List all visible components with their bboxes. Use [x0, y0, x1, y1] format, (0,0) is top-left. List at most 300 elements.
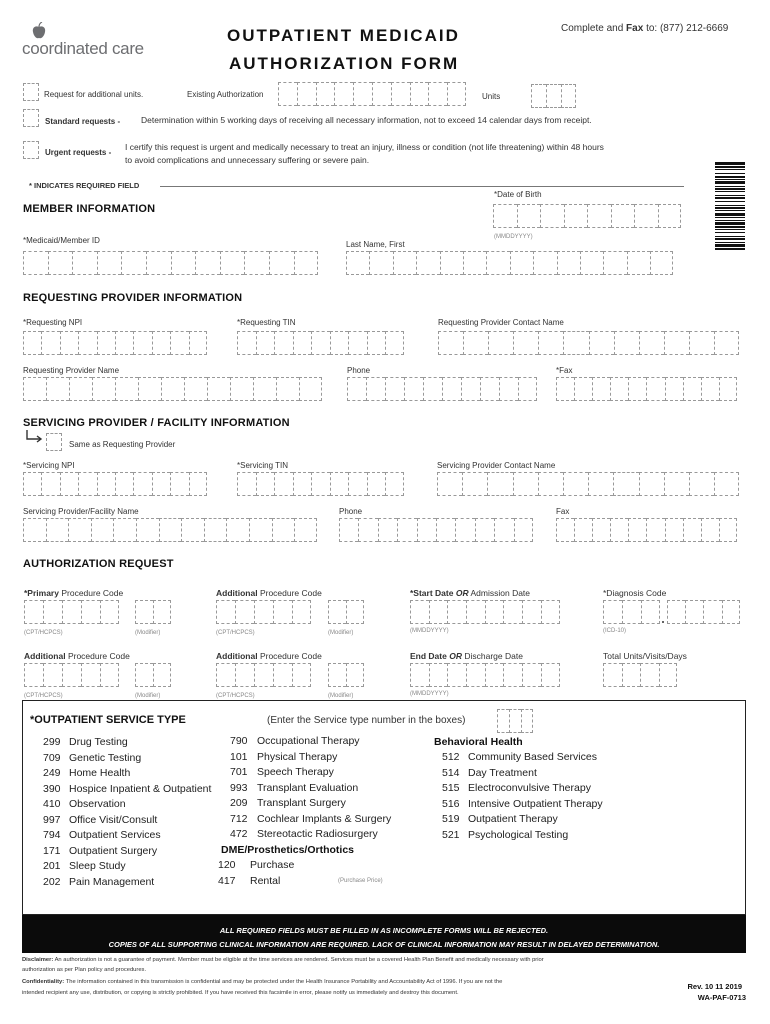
input-box-cell[interactable]: [23, 518, 46, 542]
input-box-cell[interactable]: [294, 251, 319, 275]
input-box-cell[interactable]: [292, 600, 311, 624]
input-box-cell[interactable]: [719, 377, 737, 401]
procedure-code-text-1: Procedure Code: [259, 588, 322, 598]
service-code: 120: [218, 859, 236, 871]
input-box-cell[interactable]: [220, 251, 245, 275]
input-box-cell[interactable]: [235, 600, 254, 624]
input-box-cell[interactable]: [610, 377, 628, 401]
service-name: Intensive Outpatient Therapy: [468, 797, 603, 810]
input-box-cell[interactable]: [622, 663, 641, 687]
input-box-cell[interactable]: [311, 331, 330, 355]
input-box-cell[interactable]: [138, 377, 161, 401]
input-box-cell[interactable]: [170, 472, 188, 496]
input-box-cell[interactable]: [664, 472, 689, 496]
input-box-cell[interactable]: [216, 663, 235, 687]
primary-modifier-boxes[interactable]: [135, 600, 171, 624]
input-box-cell[interactable]: [60, 331, 78, 355]
input-box-cell[interactable]: [274, 472, 293, 496]
input-box-cell[interactable]: [273, 600, 292, 624]
input-box-cell[interactable]: [46, 377, 69, 401]
input-box-cell[interactable]: [170, 331, 188, 355]
input-box-cell[interactable]: [46, 518, 69, 542]
input-box-cell[interactable]: [293, 331, 312, 355]
service-type-option: [218, 874, 294, 890]
additional-modifier-boxes-1[interactable]: [328, 600, 364, 624]
input-box-cell[interactable]: [152, 331, 170, 355]
input-box-cell[interactable]: [440, 251, 463, 275]
input-box-cell[interactable]: [397, 518, 416, 542]
input-box-cell[interactable]: [513, 331, 538, 355]
input-box-cell[interactable]: [531, 84, 546, 108]
diagnosis-boxes-b[interactable]: [667, 600, 740, 624]
input-box-cell[interactable]: [533, 251, 556, 275]
input-box-cell[interactable]: [627, 251, 650, 275]
input-box-cell[interactable]: [667, 600, 685, 624]
input-box-cell[interactable]: [546, 84, 561, 108]
input-box-cell[interactable]: [385, 472, 404, 496]
input-box-cell[interactable]: [115, 377, 138, 401]
input-box-cell[interactable]: [628, 377, 646, 401]
input-box-cell[interactable]: [378, 518, 397, 542]
input-box-cell[interactable]: [256, 472, 275, 496]
input-box-cell[interactable]: [404, 377, 423, 401]
input-box-cell[interactable]: [461, 377, 480, 401]
input-box-cell[interactable]: [665, 377, 683, 401]
input-box-cell[interactable]: [683, 518, 701, 542]
input-box-cell[interactable]: [292, 663, 311, 687]
additional-cpt-hint-2: (CPT/HCPCS): [24, 693, 63, 699]
input-box-cell[interactable]: [503, 600, 522, 624]
input-box-cell[interactable]: [330, 472, 349, 496]
input-box-cell[interactable]: [628, 518, 646, 542]
input-box-cell[interactable]: [410, 600, 429, 624]
input-box-cell[interactable]: [269, 251, 294, 275]
input-box-cell[interactable]: [603, 663, 622, 687]
input-box-cell[interactable]: [462, 472, 487, 496]
input-box-cell[interactable]: [69, 377, 92, 401]
input-box-cell[interactable]: [417, 518, 436, 542]
input-box-cell[interactable]: [249, 518, 272, 542]
input-box-cell[interactable]: [334, 82, 353, 106]
input-box-cell[interactable]: [204, 518, 227, 542]
input-box-cell[interactable]: [135, 663, 153, 687]
input-box-cell[interactable]: [346, 600, 364, 624]
input-box-cell[interactable]: [152, 472, 170, 496]
input-box-cell[interactable]: [328, 663, 346, 687]
input-box-cell[interactable]: [447, 82, 466, 106]
input-box-cell[interactable]: [81, 663, 100, 687]
input-box-cell[interactable]: [521, 709, 533, 733]
primary-cpt-boxes[interactable]: [24, 600, 119, 624]
input-box-cell[interactable]: [293, 472, 312, 496]
input-box-cell[interactable]: [62, 600, 81, 624]
input-box-cell[interactable]: [410, 663, 429, 687]
input-box-cell[interactable]: [522, 600, 541, 624]
input-box-cell[interactable]: [574, 377, 592, 401]
input-box-cell[interactable]: [121, 251, 146, 275]
input-box-cell[interactable]: [614, 331, 639, 355]
requesting-phone-label: Phone: [347, 366, 371, 375]
dob-label: *Date of Birth: [494, 190, 542, 199]
input-box-cell[interactable]: [658, 204, 682, 228]
input-box-cell[interactable]: [41, 472, 59, 496]
disclaimer-bold: Disclaimer:: [22, 957, 54, 963]
input-box-cell[interactable]: [429, 600, 448, 624]
input-box-cell[interactable]: [714, 472, 739, 496]
input-box-cell[interactable]: [235, 663, 254, 687]
input-box-cell[interactable]: [488, 331, 513, 355]
input-box-cell[interactable]: [78, 472, 96, 496]
input-box-cell[interactable]: [646, 377, 664, 401]
apple-logo-icon: [32, 22, 46, 40]
input-box-cell[interactable]: [135, 600, 153, 624]
input-box-cell[interactable]: [367, 472, 386, 496]
input-box-cell[interactable]: [437, 472, 462, 496]
input-box-cell[interactable]: [97, 251, 122, 275]
service-type-option: [43, 813, 211, 829]
input-box-cell[interactable]: [353, 82, 372, 106]
input-box-cell[interactable]: [237, 472, 256, 496]
input-box-cell[interactable]: [438, 331, 463, 355]
input-box-cell[interactable]: [514, 518, 533, 542]
input-box-cell[interactable]: [311, 472, 330, 496]
additional-cpt-boxes-2[interactable]: [24, 663, 119, 687]
input-box-cell[interactable]: [423, 377, 442, 401]
input-box-cell[interactable]: [78, 331, 96, 355]
input-box-cell[interactable]: [68, 518, 91, 542]
additional-cpt-boxes-1[interactable]: [216, 600, 311, 624]
additional-cpt-boxes-3[interactable]: [216, 663, 311, 687]
input-box-cell[interactable]: [447, 663, 466, 687]
input-box-cell[interactable]: [480, 377, 499, 401]
input-box-cell[interactable]: [703, 600, 721, 624]
input-box-cell[interactable]: [701, 377, 719, 401]
input-box-cell[interactable]: [646, 518, 664, 542]
primary-modifier-hint: (Modifier): [135, 630, 161, 636]
input-box-cell[interactable]: [133, 331, 151, 355]
member-id-boxes[interactable]: [23, 251, 318, 275]
servicing-fax-boxes[interactable]: [556, 518, 737, 542]
input-box-cell[interactable]: [299, 377, 322, 401]
input-box-cell[interactable]: [650, 251, 673, 275]
input-box-cell[interactable]: [254, 600, 273, 624]
input-box-cell[interactable]: [509, 709, 521, 733]
input-box-cell[interactable]: [429, 663, 448, 687]
service-code: 201: [43, 860, 61, 872]
input-box-cell[interactable]: [189, 331, 207, 355]
input-box-cell[interactable]: [689, 331, 714, 355]
input-box-cell[interactable]: [367, 331, 386, 355]
service-type-option: [43, 828, 211, 844]
input-box-cell[interactable]: [115, 472, 133, 496]
additional-bold-2: Additional: [24, 651, 66, 661]
input-box-cell[interactable]: [556, 377, 574, 401]
input-box-cell[interactable]: [113, 518, 136, 542]
input-box-cell[interactable]: [358, 518, 377, 542]
input-box-cell[interactable]: [563, 331, 588, 355]
existing-auth-boxes[interactable]: [278, 82, 466, 106]
requesting-name-boxes[interactable]: [23, 377, 322, 401]
service-name: Electroconvulsive Therapy: [468, 782, 591, 794]
input-box-cell[interactable]: [372, 82, 391, 106]
input-box-cell[interactable]: [237, 331, 256, 355]
servicing-tin-boxes[interactable]: [237, 472, 404, 496]
input-box-cell[interactable]: [685, 600, 703, 624]
additional-modifier-boxes-3[interactable]: [328, 663, 364, 687]
input-box-cell[interactable]: [24, 600, 43, 624]
input-box-cell[interactable]: [701, 518, 719, 542]
input-box-cell[interactable]: [640, 663, 659, 687]
input-box-cell[interactable]: [216, 600, 235, 624]
input-box-cell[interactable]: [714, 331, 739, 355]
input-box-cell[interactable]: [181, 518, 204, 542]
input-box-cell[interactable]: [133, 472, 151, 496]
service-type-option: [43, 735, 211, 751]
input-box-cell[interactable]: [503, 663, 522, 687]
input-box-cell[interactable]: [48, 251, 73, 275]
input-box-cell[interactable]: [72, 251, 97, 275]
input-box-cell[interactable]: [603, 600, 622, 624]
input-box-cell[interactable]: [722, 600, 740, 624]
input-box-cell[interactable]: [207, 377, 230, 401]
service-type-option: [43, 875, 211, 891]
input-box-cell[interactable]: [385, 377, 404, 401]
input-box-cell[interactable]: [347, 377, 366, 401]
requesting-phone-boxes[interactable]: [347, 377, 537, 401]
member-name-boxes[interactable]: [346, 251, 673, 275]
servicing-npi-boxes[interactable]: [23, 472, 207, 496]
input-box-cell[interactable]: [253, 377, 276, 401]
input-box-cell[interactable]: [538, 331, 563, 355]
input-box-cell[interactable]: [436, 518, 455, 542]
input-box-cell[interactable]: [330, 331, 349, 355]
input-box-cell[interactable]: [463, 331, 488, 355]
input-box-cell[interactable]: [346, 663, 364, 687]
input-box-cell[interactable]: [23, 377, 46, 401]
input-box-cell[interactable]: [60, 472, 78, 496]
input-box-cell[interactable]: [689, 472, 714, 496]
input-box-cell[interactable]: [557, 251, 580, 275]
input-box-cell[interactable]: [153, 663, 171, 687]
input-box-cell[interactable]: [81, 600, 100, 624]
fax-number: to: (877) 212-6669: [646, 23, 729, 34]
input-box-cell[interactable]: [589, 331, 614, 355]
servicing-contact-boxes[interactable]: [437, 472, 739, 496]
standard-request-label: Standard requests -: [45, 117, 121, 126]
input-box-cell[interactable]: [272, 518, 295, 542]
input-box-cell[interactable]: [339, 518, 358, 542]
service-type-option: [442, 750, 603, 766]
input-box-cell[interactable]: [510, 251, 533, 275]
input-box-cell[interactable]: [244, 251, 269, 275]
input-box-cell[interactable]: [385, 331, 404, 355]
requesting-contact-boxes[interactable]: [438, 331, 739, 355]
requesting-npi-boxes[interactable]: [23, 331, 207, 355]
input-box-cell[interactable]: [391, 82, 410, 106]
input-box-cell[interactable]: [442, 377, 461, 401]
input-box-cell[interactable]: [486, 251, 509, 275]
input-box-cell[interactable]: [92, 377, 115, 401]
servicing-name-boxes[interactable]: [23, 518, 317, 542]
input-box-cell[interactable]: [588, 472, 613, 496]
input-box-cell[interactable]: [348, 331, 367, 355]
input-box-cell[interactable]: [226, 518, 249, 542]
input-box-cell[interactable]: [328, 600, 346, 624]
input-box-cell[interactable]: [273, 663, 292, 687]
servicing-phone-boxes[interactable]: [339, 518, 533, 542]
input-box-cell[interactable]: [91, 518, 114, 542]
service-type-boxes[interactable]: [497, 709, 533, 733]
input-box-cell[interactable]: [466, 600, 485, 624]
input-box-cell[interactable]: [195, 251, 220, 275]
input-box-cell[interactable]: [518, 377, 537, 401]
input-box-cell[interactable]: [278, 82, 297, 106]
input-box-cell[interactable]: [146, 251, 171, 275]
input-box-cell[interactable]: [517, 204, 541, 228]
input-box-cell[interactable]: [540, 204, 564, 228]
diagnosis-boxes-a[interactable]: [603, 600, 660, 624]
input-box-cell[interactable]: [23, 331, 41, 355]
input-box-cell[interactable]: [556, 518, 574, 542]
input-box-cell[interactable]: [428, 82, 447, 106]
input-box-cell[interactable]: [659, 663, 678, 687]
requesting-contact-label: Requesting Provider Contact Name: [438, 318, 564, 327]
input-box-cell[interactable]: [274, 331, 293, 355]
input-box-cell[interactable]: [639, 331, 664, 355]
input-box-cell[interactable]: [592, 518, 610, 542]
input-box-cell[interactable]: [538, 472, 563, 496]
input-box-cell[interactable]: [276, 377, 299, 401]
standard-request-checkbox[interactable]: [23, 109, 39, 127]
input-box-cell[interactable]: [592, 377, 610, 401]
input-box-cell[interactable]: [719, 518, 737, 542]
input-box-cell[interactable]: [100, 663, 119, 687]
input-box-cell[interactable]: [346, 251, 369, 275]
input-box-cell[interactable]: [634, 204, 658, 228]
input-box-cell[interactable]: [475, 518, 494, 542]
input-box-cell[interactable]: [493, 204, 517, 228]
revision-date: Rev. 10 11 2019: [687, 982, 742, 991]
input-box-cell[interactable]: [499, 377, 518, 401]
input-box-cell[interactable]: [171, 251, 196, 275]
input-box-cell[interactable]: [664, 331, 689, 355]
service-type-option: [230, 827, 391, 843]
dob-boxes[interactable]: [493, 204, 681, 228]
input-box-cell[interactable]: [641, 600, 660, 624]
input-box-cell[interactable]: [97, 472, 115, 496]
requesting-provider-section-title: REQUESTING PROVIDER INFORMATION: [23, 292, 243, 304]
input-box-cell[interactable]: [494, 518, 513, 542]
input-box-cell[interactable]: [611, 204, 635, 228]
input-box-cell[interactable]: [41, 331, 59, 355]
same-as-requesting-checkbox[interactable]: [46, 433, 62, 451]
total-units-boxes[interactable]: [603, 663, 677, 687]
input-box-cell[interactable]: [189, 472, 207, 496]
input-box-cell[interactable]: [410, 82, 429, 106]
urgent-request-checkbox[interactable]: [23, 141, 39, 159]
input-box-cell[interactable]: [580, 251, 603, 275]
input-box-cell[interactable]: [587, 204, 611, 228]
service-code: 472: [230, 828, 248, 840]
input-box-cell[interactable]: [463, 251, 486, 275]
input-box-cell[interactable]: [563, 472, 588, 496]
input-box-cell[interactable]: [522, 663, 541, 687]
confidentiality-line-2: intended recipient any use, distribution, or copying is strictly prohibited. If you have received this facsimile in error, please notify us immediately and destroy this document.: [22, 990, 459, 996]
input-box-cell[interactable]: [230, 377, 253, 401]
input-box-cell[interactable]: [115, 331, 133, 355]
input-box-cell[interactable]: [348, 472, 367, 496]
confidentiality-bold: Confidentiality:: [22, 979, 65, 985]
input-box-cell[interactable]: [487, 472, 512, 496]
input-box-cell[interactable]: [564, 204, 588, 228]
input-box-cell[interactable]: [24, 663, 43, 687]
requesting-fax-boxes[interactable]: [556, 377, 737, 401]
input-box-cell[interactable]: [622, 600, 641, 624]
input-box-cell[interactable]: [485, 600, 504, 624]
dob-format: (MMDDYYYY): [494, 234, 533, 240]
input-box-cell[interactable]: [485, 663, 504, 687]
input-box-cell[interactable]: [447, 600, 466, 624]
input-box-cell[interactable]: [665, 518, 683, 542]
end-date-boxes[interactable]: [410, 663, 560, 687]
input-box-cell[interactable]: [455, 518, 474, 542]
input-box-cell[interactable]: [294, 518, 317, 542]
input-box-cell[interactable]: [136, 518, 159, 542]
input-box-cell[interactable]: [639, 472, 664, 496]
input-box-cell[interactable]: [23, 472, 41, 496]
input-box-cell[interactable]: [256, 331, 275, 355]
input-box-cell[interactable]: [254, 663, 273, 687]
input-box-cell[interactable]: [316, 82, 335, 106]
service-type-instruction: (Enter the Service type number in the boxes): [267, 715, 466, 726]
input-box-cell[interactable]: [159, 518, 182, 542]
input-box-cell[interactable]: [43, 600, 62, 624]
input-box-cell[interactable]: [153, 600, 171, 624]
input-box-cell[interactable]: [541, 600, 560, 624]
input-box-cell[interactable]: [541, 663, 560, 687]
requesting-tin-boxes[interactable]: [237, 331, 404, 355]
input-box-cell[interactable]: [97, 331, 115, 355]
input-box-cell[interactable]: [613, 472, 638, 496]
procedure-code-text-3: Procedure Code: [259, 651, 322, 661]
input-box-cell[interactable]: [513, 472, 538, 496]
service-type-option: [230, 734, 391, 750]
start-date-boxes[interactable]: [410, 600, 560, 624]
input-box-cell[interactable]: [366, 377, 385, 401]
input-box-cell[interactable]: [393, 251, 416, 275]
input-box-cell[interactable]: [574, 518, 592, 542]
logo-text: coordinated care: [22, 39, 144, 58]
input-box-cell[interactable]: [603, 251, 626, 275]
input-box-cell[interactable]: [466, 663, 485, 687]
input-box-cell[interactable]: [610, 518, 628, 542]
input-box-cell[interactable]: [416, 251, 439, 275]
input-box-cell[interactable]: [100, 600, 119, 624]
additional-modifier-boxes-2[interactable]: [135, 663, 171, 687]
input-box-cell[interactable]: [62, 663, 81, 687]
input-box-cell[interactable]: [161, 377, 184, 401]
input-box-cell[interactable]: [497, 709, 509, 733]
input-box-cell[interactable]: [561, 84, 576, 108]
input-box-cell[interactable]: [23, 251, 48, 275]
input-box-cell[interactable]: [43, 663, 62, 687]
units-boxes[interactable]: [531, 84, 576, 108]
input-box-cell[interactable]: [369, 251, 392, 275]
input-box-cell[interactable]: [184, 377, 207, 401]
input-box-cell[interactable]: [683, 377, 701, 401]
additional-units-checkbox[interactable]: [23, 83, 39, 101]
input-box-cell[interactable]: [297, 82, 316, 106]
